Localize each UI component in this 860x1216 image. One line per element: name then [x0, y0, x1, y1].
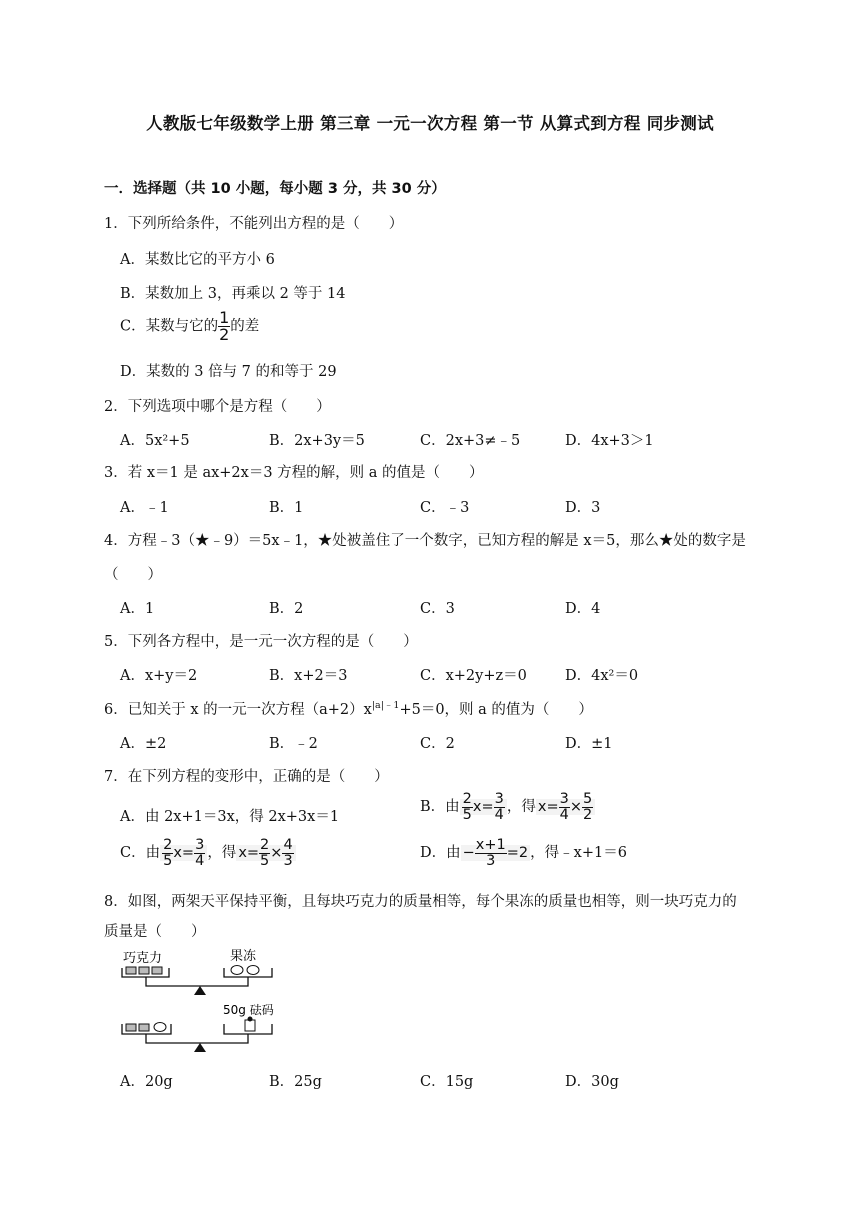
question-5-option-c: C．x+2y+z＝0	[420, 668, 527, 684]
question-7-stem: 7．在下列方程的变形中，正确的是（ ）	[104, 769, 389, 785]
equation-image: $\frac{2}{5}$ x= $\frac{3}{4}$	[160, 845, 207, 861]
stem-text-end: +5＝0，则 a 的值为（ ）	[399, 701, 593, 718]
question-6-option-b: B．﹣2	[269, 736, 318, 752]
option-label: D．由	[420, 845, 461, 861]
page-title: 人教版七年级数学上册 第三章 一元一次方程 第一节 从算式到方程 同步测试	[146, 114, 714, 133]
question-4-option-b: B．2	[269, 601, 304, 617]
question-8-stem: 8．如图，两架天平保持平衡，且每块巧克力的质量相等，每个果冻的质量也相等，则一块巧克力的	[104, 894, 737, 910]
question-6-option-c: C．2	[420, 736, 455, 752]
question-8-option-a: A．20g	[120, 1074, 173, 1090]
question-5-option-d: D．4x²＝0	[565, 668, 639, 684]
fulcrum-triangle	[194, 986, 206, 995]
question-3-option-b: B．1	[269, 500, 304, 516]
option-joiner: ，得	[207, 845, 237, 861]
option-c-text: C．某数与它的	[120, 318, 219, 335]
question-1-stem: 1．下列所给条件，不能列出方程的是（ ）	[104, 216, 404, 232]
question-3-option-c: C．﹣3	[420, 500, 470, 516]
label-weight: 50g 砝码	[223, 1003, 274, 1017]
stem-text: 6．已知关于 x 的一元一次方程（a+2）x	[104, 701, 372, 718]
question-6-option-a: A．±2	[120, 736, 167, 752]
question-7-option-b	[420, 792, 595, 822]
question-2-option-c: C．2x+3≠﹣5	[420, 433, 521, 449]
equation-image: x= $\frac{3}{4}$ × $\frac{5}{2}$	[536, 799, 595, 815]
balance-scale-diagram	[120, 946, 286, 1058]
question-4-option-c: C．3	[420, 601, 455, 617]
exponent: |a|﹣1	[371, 700, 400, 711]
question-3-option-d: D．3	[565, 500, 601, 516]
question-4-option-d: D．4	[565, 601, 601, 617]
weight-block	[245, 1020, 255, 1031]
option-result: ，得﹣x+1＝6	[530, 845, 627, 861]
equation-image: x= $\frac{2}{5}$ × $\frac{4}{3}$	[236, 845, 295, 861]
label-jelly: 果冻	[230, 949, 257, 964]
question-1-option-b: B．某数加上 3，再乘以 2 等于 14	[120, 286, 346, 302]
question-4-option-a: A．1	[120, 601, 155, 617]
question-3-option-a: A．﹣1	[120, 500, 169, 516]
question-6-stem	[104, 697, 593, 719]
question-1-option-d: D．某数的 3 倍与 7 的和等于 29	[120, 364, 337, 380]
question-2-option-a: A．5x²+5	[120, 433, 190, 449]
equation-image: − $\frac{x+1}{3}$ =2	[462, 837, 529, 869]
question-7-option-a: A．由 2x+1＝3x，得 2x+3x＝1	[120, 809, 340, 825]
question-6-option-d: D．±1	[565, 736, 613, 752]
question-5-option-b: B．x+2＝3	[269, 668, 348, 684]
equation-image: $\frac{2}{5}$ x= $\frac{3}{4}$	[460, 799, 507, 815]
chocolate-blocks	[126, 967, 162, 974]
section-heading: 一．选择题（共 10 小题，每小题 3 分，共 30 分）	[104, 181, 446, 197]
fraction-one-half: $\frac{1}{2}$	[219, 308, 230, 344]
question-8-option-b: B．25g	[269, 1074, 322, 1090]
question-2-option-d: D．4x+3＞1	[565, 433, 654, 449]
balance-scale-figure	[120, 946, 286, 1058]
question-5-stem: 5．下列各方程中，是一元一次方程的是（ ）	[104, 634, 418, 650]
jelly-items	[231, 966, 259, 975]
option-joiner: ，得	[506, 799, 536, 815]
fulcrum-triangle	[194, 1043, 206, 1052]
question-1-option-a: A．某数比它的平方小 6	[120, 252, 275, 268]
option-c-suffix: 的差	[230, 318, 260, 335]
option-label: B．由	[420, 799, 460, 815]
question-7-option-d	[420, 838, 627, 868]
question-2-option-b: B．2x+3y＝5	[269, 433, 365, 449]
option-label: C．由	[120, 845, 161, 861]
question-1-option-c	[120, 310, 259, 343]
question-4-stem-continued: （ ）	[104, 567, 162, 583]
question-5-option-a: A．x+y＝2	[120, 668, 198, 684]
question-2-stem: 2．下列选项中哪个是方程（ ）	[104, 399, 331, 415]
question-4-stem: 4．方程﹣3（★﹣9）＝5x﹣1，★处被盖住了一个数字，已知方程的解是 x＝5，那么★处的数字是	[104, 533, 746, 549]
question-8-option-d: D．30g	[565, 1074, 619, 1090]
question-8-stem-continued: 质量是（ ）	[104, 924, 206, 940]
question-8-option-c: C．15g	[420, 1074, 474, 1090]
question-3-stem: 3．若 x＝1 是 ax+2x＝3 方程的解，则 a 的值是（ ）	[104, 465, 484, 481]
label-chocolate: 巧克力	[123, 951, 163, 966]
question-7-option-c	[120, 838, 296, 868]
